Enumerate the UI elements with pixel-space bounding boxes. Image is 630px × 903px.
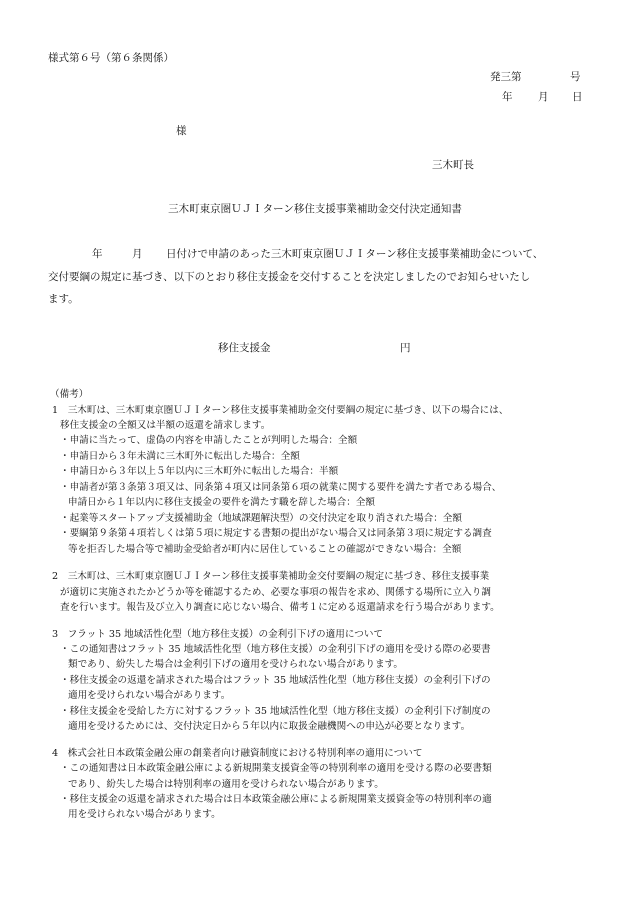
- doc-number-suffix: 号: [570, 71, 581, 83]
- note1-line: 1 三木町は、三木町東京圏ＵＪＩターン移住支援事業補助金交付要綱の規定に基づき、以下の場合には、: [52, 405, 509, 416]
- note2-line: 査を行います。報告及び立入り調査に応じない場合、備考１に定める返還請求を行う場合があります。: [60, 602, 500, 613]
- body-line-2: 交付要綱の規定に基づき、以下のとおり移住支援金を交付することを決定しましたのでお知らせいたし: [48, 271, 531, 283]
- note1-bullet: ・申請に当たって、虚偽の内容を申請したことが判明した場合：全額: [60, 435, 358, 446]
- remarks-header: （備考）: [50, 389, 89, 400]
- date-day: 日: [572, 91, 583, 103]
- note1-line: 移住支援金の全額又は半額の返還を請求します。: [60, 420, 271, 431]
- note1-bullet: ・起業等スタートアップ支援補助金（地域課題解決型）の交付決定を取り消された場合：全額: [60, 513, 462, 524]
- form-number: 様式第６号（第６条関係）: [48, 52, 174, 64]
- date-month: 月: [538, 91, 549, 103]
- issuer: 三木町長: [432, 159, 474, 171]
- note1-bullet-cont: 等を拒否した場合等で補助金受給者が町内に居住していることの確認ができない場合：全額: [68, 544, 462, 555]
- note3-bullet: ・この通知書はフラット 35 地域活性化型（地方移住支援）の金利引下げの適用を受ける際の必要書: [60, 644, 491, 655]
- note3-bullet-cont: 適用を受けるためには、交付決定日から５年以内に取扱金融機関への申込が必要となります。: [68, 721, 471, 732]
- body-year: 年: [92, 248, 103, 260]
- note2-line: 2 三木町は、三木町東京圏ＵＪＩターン移住支援事業補助金交付要綱の規定に基づき、移住支援事業: [52, 571, 490, 582]
- note1-bullet: ・申請日から３年未満に三木町外に転出した場合：全額: [60, 451, 300, 462]
- document-title: 三木町東京圏ＵＪＩターン移住支援事業補助金交付決定通知書: [168, 203, 462, 215]
- amount-label: 移住支援金: [218, 342, 271, 354]
- doc-number-prefix: 発三第: [490, 71, 522, 83]
- note4-heading: 4 株式会社日本政策金融公庫の創業者向け融資制度における特別利率の適用について: [52, 748, 423, 759]
- note4-bullet-cont: であり、紛失した場合は特別利率の適用を受けられない場合があります。: [68, 779, 384, 790]
- note4-bullet: ・この通知書は日本政策金融公庫による新規開業支援資金等の特別利率の適用を受ける際の必要書類: [60, 763, 492, 774]
- note4-bullet: ・移住支援金の返還を請求された場合は日本政策金融公庫による新規開業支援資金等の特別利率の適: [60, 794, 492, 805]
- note1-bullet: ・申請日から３年以上５年以内に三木町外に転出した場合：半額: [60, 466, 339, 477]
- note1-bullet: ・申請者が第３条第３項又は、同条第４項又は同条第６項の就業に関する要件を満たす者である場合、: [60, 482, 502, 493]
- note2-line: が適切に実施されたかどうか等を確認するため、必要な事項の報告を求め、関係する場所に立入り調: [60, 587, 491, 598]
- body-line-1: 日付けで申請のあった三木町東京圏ＵＪＩターン移住支援事業補助金について、: [166, 248, 544, 260]
- note1-bullet-cont: 申請日から１年以内に移住支援金の要件を満たす職を辞した場合：全額: [68, 497, 375, 508]
- note3-heading: 3 フラット 35 地域活性化型（地方移住支援）の金利引下げの適用について: [52, 629, 384, 640]
- note3-bullet-cont: 適用を受けられない場合があります。: [68, 690, 231, 701]
- date-year: 年: [502, 91, 513, 103]
- note3-bullet: ・移住支援金の返還を請求された場合はフラット 35 地域活性化型（地方移住支援）の金利引下げの: [60, 675, 491, 686]
- note3-bullet: ・移住支援金を受給した方に対するフラット 35 地域活性化型（地方移住支援）の金利引下げ制度の: [60, 706, 491, 717]
- body-month: 月: [132, 248, 143, 260]
- body-line-3: ます。: [48, 293, 79, 305]
- note3-bullet-cont: 類であり、紛失した場合は金利引下げの適用を受けられない場合があります。: [68, 659, 404, 670]
- note1-bullet: ・要綱第９条第４項若しくは第５項に規定する書類の提出がない場合又は同条第３項に規定する調査: [60, 528, 492, 539]
- amount-unit: 円: [400, 342, 411, 354]
- note4-bullet-cont: 用を受けられない場合があります。: [68, 809, 221, 820]
- addressee-suffix: 様: [176, 125, 187, 137]
